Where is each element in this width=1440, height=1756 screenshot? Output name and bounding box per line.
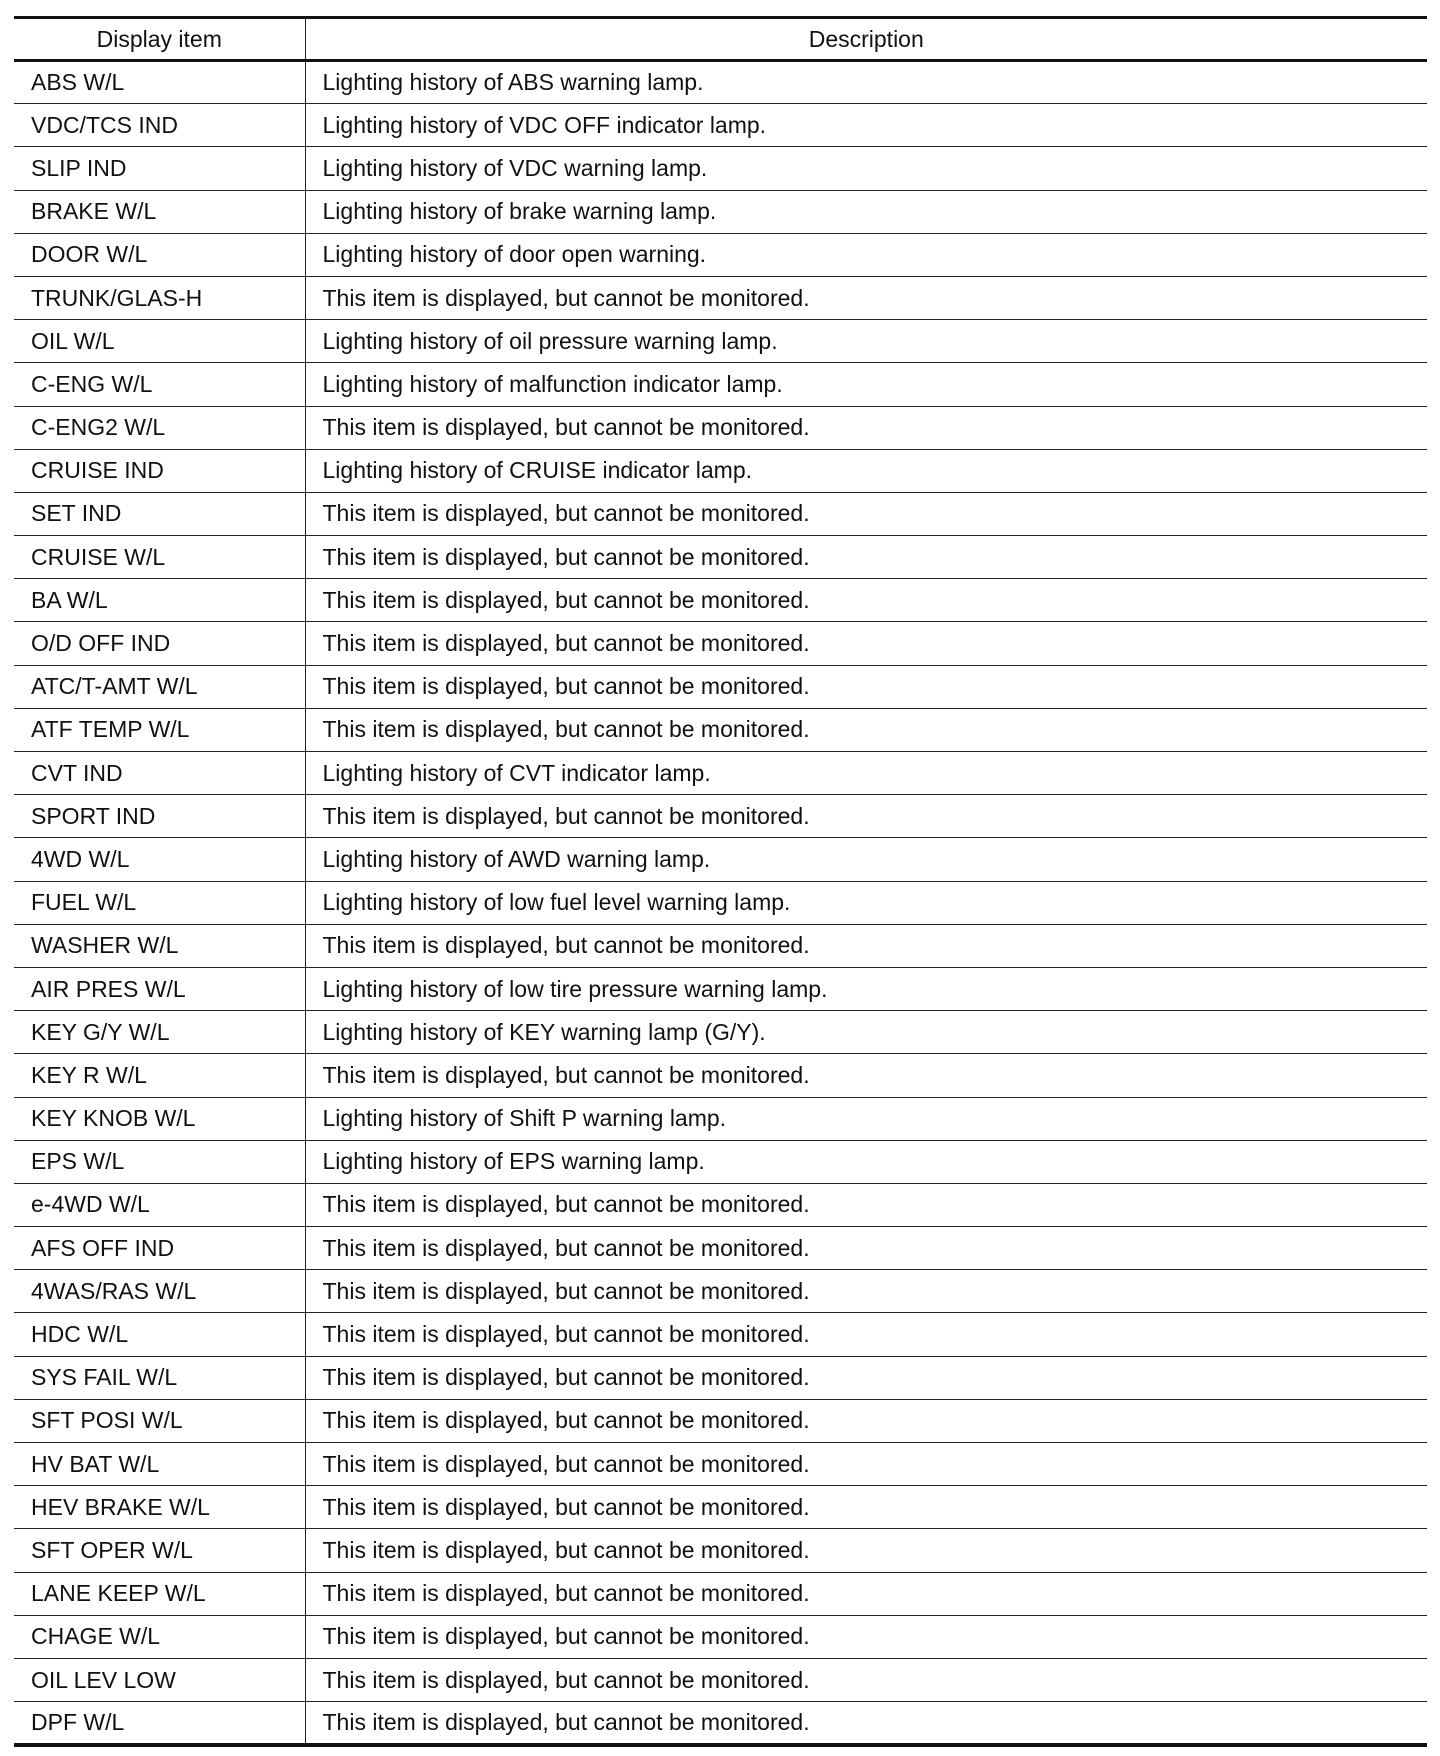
- display-item-cell: AIR PRES W/L: [14, 967, 305, 1010]
- table-row: [14, 967, 1427, 1010]
- table-row: [14, 1399, 1427, 1442]
- display-item-cell: C-ENG2 W/L: [14, 406, 305, 449]
- description-cell: Lighting history of AWD warning lamp.: [305, 838, 1427, 881]
- display-item-cell: SET IND: [14, 492, 305, 535]
- table-row: [14, 406, 1427, 449]
- display-item-cell: OIL LEV LOW: [14, 1658, 305, 1701]
- table-header: [14, 18, 1427, 61]
- display-item-cell: 4WD W/L: [14, 838, 305, 881]
- description-cell: This item is displayed, but cannot be monitored.: [305, 1399, 1427, 1442]
- display-item-cell: SPORT IND: [14, 795, 305, 838]
- table-row: [14, 1011, 1427, 1054]
- table-row: [14, 795, 1427, 838]
- description-cell: Lighting history of ABS warning lamp.: [305, 61, 1427, 104]
- description-cell: This item is displayed, but cannot be monitored.: [305, 1702, 1427, 1745]
- table-row: [14, 1183, 1427, 1226]
- display-item-cell: HV BAT W/L: [14, 1443, 305, 1486]
- display-item-cell: HDC W/L: [14, 1313, 305, 1356]
- table-row: [14, 492, 1427, 535]
- display-item-cell: SFT OPER W/L: [14, 1529, 305, 1572]
- description-cell: This item is displayed, but cannot be monitored.: [305, 795, 1427, 838]
- description-cell: This item is displayed, but cannot be monitored.: [305, 406, 1427, 449]
- description-cell: Lighting history of Shift P warning lamp.: [305, 1097, 1427, 1140]
- table-row: [14, 1140, 1427, 1183]
- table-row: [14, 1572, 1427, 1615]
- display-item-table-container: [14, 16, 1427, 1747]
- description-cell: This item is displayed, but cannot be monitored.: [305, 1356, 1427, 1399]
- table-row: [14, 104, 1427, 147]
- display-item-cell: KEY R W/L: [14, 1054, 305, 1097]
- display-item-cell: CRUISE IND: [14, 449, 305, 492]
- table-row: [14, 708, 1427, 751]
- display-item-cell: SFT POSI W/L: [14, 1399, 305, 1442]
- table-row: [14, 1313, 1427, 1356]
- table-row: [14, 147, 1427, 190]
- display-item-cell: TRUNK/GLAS-H: [14, 276, 305, 319]
- display-item-cell: 4WAS/RAS W/L: [14, 1270, 305, 1313]
- table-row: [14, 449, 1427, 492]
- description-cell: Lighting history of low tire pressure warning lamp.: [305, 967, 1427, 1010]
- description-cell: Lighting history of KEY warning lamp (G/Y).: [305, 1011, 1427, 1054]
- description-cell: This item is displayed, but cannot be monitored.: [305, 276, 1427, 319]
- description-cell: This item is displayed, but cannot be monitored.: [305, 579, 1427, 622]
- description-cell: This item is displayed, but cannot be monitored.: [305, 492, 1427, 535]
- description-cell: This item is displayed, but cannot be monitored.: [305, 1658, 1427, 1701]
- description-cell: Lighting history of malfunction indicator lamp.: [305, 363, 1427, 406]
- description-cell: This item is displayed, but cannot be monitored.: [305, 1615, 1427, 1658]
- display-item-cell: ATC/T-AMT W/L: [14, 665, 305, 708]
- table-row: [14, 1227, 1427, 1270]
- table-row: [14, 579, 1427, 622]
- table-row: [14, 363, 1427, 406]
- table-body: [14, 61, 1427, 1745]
- description-cell: This item is displayed, but cannot be monitored.: [305, 665, 1427, 708]
- display-item-cell: FUEL W/L: [14, 881, 305, 924]
- table-row: [14, 1529, 1427, 1572]
- display-item-cell: BRAKE W/L: [14, 190, 305, 233]
- table-row: [14, 1658, 1427, 1701]
- column-header-display-item: Display item: [14, 18, 305, 61]
- description-cell: Lighting history of oil pressure warning lamp.: [305, 320, 1427, 363]
- display-item-cell: KEY KNOB W/L: [14, 1097, 305, 1140]
- table-row: [14, 622, 1427, 665]
- table-row: [14, 1615, 1427, 1658]
- header-row: [14, 18, 1427, 61]
- description-cell: Lighting history of brake warning lamp.: [305, 190, 1427, 233]
- table-row: [14, 61, 1427, 104]
- table-row: [14, 536, 1427, 579]
- display-item-cell: CRUISE W/L: [14, 536, 305, 579]
- table-row: [14, 190, 1427, 233]
- description-cell: This item is displayed, but cannot be monitored.: [305, 1572, 1427, 1615]
- display-item-cell: VDC/TCS IND: [14, 104, 305, 147]
- table-row: [14, 276, 1427, 319]
- description-cell: This item is displayed, but cannot be monitored.: [305, 1443, 1427, 1486]
- description-cell: This item is displayed, but cannot be monitored.: [305, 924, 1427, 967]
- description-cell: Lighting history of VDC warning lamp.: [305, 147, 1427, 190]
- table-row: [14, 838, 1427, 881]
- description-cell: Lighting history of CVT indicator lamp.: [305, 752, 1427, 795]
- description-cell: Lighting history of CRUISE indicator lamp.: [305, 449, 1427, 492]
- table-row: [14, 1486, 1427, 1529]
- description-cell: This item is displayed, but cannot be monitored.: [305, 1313, 1427, 1356]
- display-item-cell: O/D OFF IND: [14, 622, 305, 665]
- description-cell: This item is displayed, but cannot be monitored.: [305, 622, 1427, 665]
- table-row: [14, 881, 1427, 924]
- display-item-cell: EPS W/L: [14, 1140, 305, 1183]
- display-item-cell: C-ENG W/L: [14, 363, 305, 406]
- description-cell: This item is displayed, but cannot be monitored.: [305, 1227, 1427, 1270]
- column-header-description: Description: [305, 18, 1427, 61]
- display-item-cell: SYS FAIL W/L: [14, 1356, 305, 1399]
- description-cell: This item is displayed, but cannot be monitored.: [305, 1054, 1427, 1097]
- table-row: [14, 233, 1427, 276]
- description-cell: This item is displayed, but cannot be monitored.: [305, 1270, 1427, 1313]
- table-row: [14, 320, 1427, 363]
- description-cell: Lighting history of EPS warning lamp.: [305, 1140, 1427, 1183]
- table-row: [14, 1702, 1427, 1745]
- description-cell: This item is displayed, but cannot be monitored.: [305, 1529, 1427, 1572]
- description-cell: Lighting history of VDC OFF indicator lamp.: [305, 104, 1427, 147]
- table-row: [14, 1356, 1427, 1399]
- description-cell: This item is displayed, but cannot be monitored.: [305, 708, 1427, 751]
- display-item-cell: CVT IND: [14, 752, 305, 795]
- display-item-cell: LANE KEEP W/L: [14, 1572, 305, 1615]
- description-cell: Lighting history of low fuel level warning lamp.: [305, 881, 1427, 924]
- display-item-cell: AFS OFF IND: [14, 1227, 305, 1270]
- table-row: [14, 924, 1427, 967]
- display-item-table: [14, 16, 1427, 1747]
- display-item-cell: SLIP IND: [14, 147, 305, 190]
- display-item-cell: OIL W/L: [14, 320, 305, 363]
- description-cell: This item is displayed, but cannot be monitored.: [305, 536, 1427, 579]
- table-row: [14, 665, 1427, 708]
- display-item-cell: WASHER W/L: [14, 924, 305, 967]
- display-item-cell: KEY G/Y W/L: [14, 1011, 305, 1054]
- display-item-cell: HEV BRAKE W/L: [14, 1486, 305, 1529]
- table-row: [14, 1054, 1427, 1097]
- description-cell: This item is displayed, but cannot be monitored.: [305, 1486, 1427, 1529]
- description-cell: Lighting history of door open warning.: [305, 233, 1427, 276]
- description-cell: This item is displayed, but cannot be monitored.: [305, 1183, 1427, 1226]
- display-item-cell: ATF TEMP W/L: [14, 708, 305, 751]
- display-item-cell: DOOR W/L: [14, 233, 305, 276]
- table-row: [14, 1270, 1427, 1313]
- display-item-cell: e-4WD W/L: [14, 1183, 305, 1226]
- table-row: [14, 752, 1427, 795]
- table-row: [14, 1443, 1427, 1486]
- table-row: [14, 1097, 1427, 1140]
- display-item-cell: ABS W/L: [14, 61, 305, 104]
- display-item-cell: BA W/L: [14, 579, 305, 622]
- display-item-cell: CHAGE W/L: [14, 1615, 305, 1658]
- display-item-cell: DPF W/L: [14, 1702, 305, 1745]
